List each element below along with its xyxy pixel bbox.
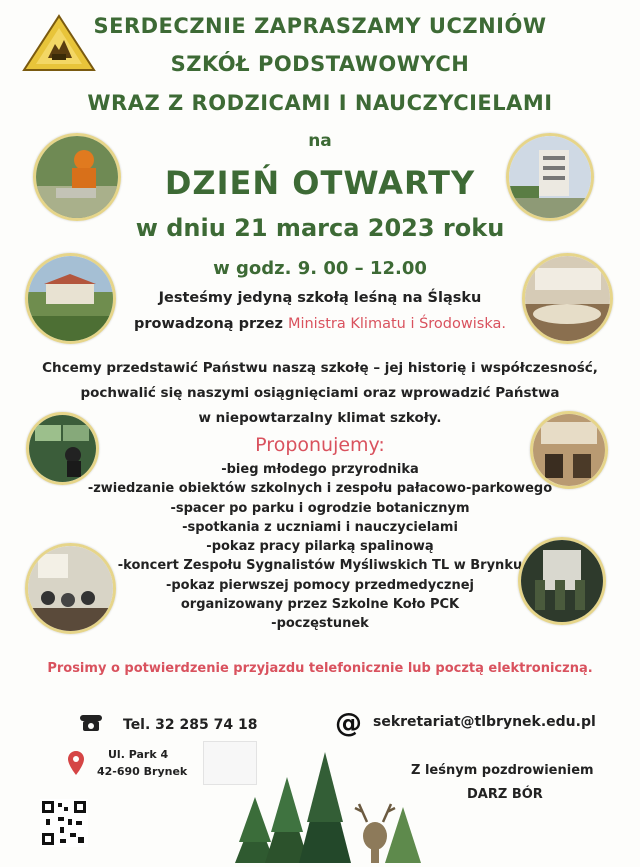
confirm-text: Prosimy o potwierdzenie przyjazdu telefonicznie lub pocztą elektroniczną.: [47, 661, 593, 676]
photo-palace-aerial: [25, 253, 116, 344]
signoff: DARZ BÓR: [467, 787, 543, 802]
offer-heading: Proponujemy:: [255, 434, 385, 456]
at-sign-icon: @: [335, 708, 362, 739]
list-item: -koncert Zespołu Sygnalistów Myśliwskich TL w Brynku: [117, 558, 523, 574]
forest-deer-icon: [225, 752, 425, 863]
event-title: DZIEŃ OTWARTY: [164, 164, 476, 202]
header-line-2: SZKÓŁ PODSTAWOWYCH: [170, 52, 470, 76]
list-item: -bieg młodego przyrodnika: [221, 462, 419, 477]
photo-audience: [25, 543, 116, 634]
list-item: -pokaz pracy pilarką spalinową: [206, 539, 434, 555]
list-item: -spacer po parku i ogrodzie botanicznym: [170, 500, 470, 516]
address-line-2: 42-690 Brynek: [97, 765, 188, 778]
event-hours: w godz. 9. 00 – 12.00: [213, 258, 427, 279]
header-na: na: [308, 131, 332, 151]
location-pin-icon: [67, 750, 85, 776]
description-line-1: Chcemy przedstawić Państwu naszą szkołę – jej historię i współczesność,: [42, 360, 598, 376]
intro-line-1: Jesteśmy jedyną szkołą leśną na Śląsku: [158, 290, 482, 306]
qr-code-icon[interactable]: [40, 799, 88, 847]
email-address[interactable]: sekretariat@tlbrynek.edu.pl: [373, 714, 596, 730]
header-line-1: SERDECZNIE ZAPRASZAMY UCZNIÓW: [93, 14, 547, 38]
photo-conference-room: [522, 253, 613, 344]
intro-line-2-prefix: prowadzoną przez: [134, 316, 288, 332]
address-line-1: Ul. Park 4: [108, 748, 169, 761]
phone-number[interactable]: Tel. 32 285 74 18: [123, 717, 258, 733]
header-line-3: WRAZ Z RODZICAMI I NAUCZYCIELAMI: [87, 91, 553, 115]
list-item: organizowany przez Szkolne Koło PCK: [180, 597, 460, 613]
description-line-2: pochwalić się naszymi osiągnięciami oraz wprowadzić Państwa: [80, 385, 560, 401]
photo-chainsaw: [33, 133, 121, 221]
list-item: -zwiedzanie obiektów szkolnych i zespołu pałacowo-parkowego: [87, 481, 553, 497]
list-item: -poczęstunek: [271, 616, 369, 632]
photo-classroom: [530, 411, 608, 489]
photo-simulator: [26, 412, 99, 485]
greeting: Z leśnym pozdrowieniem: [411, 763, 594, 778]
ministry-name: Ministra Klimatu i Środowiska.: [287, 316, 506, 332]
photo-hunting-band: [518, 537, 606, 625]
list-item: -spotkania z uczniami i nauczycielami: [182, 519, 458, 535]
list-item: -pokaz pierwszej pomocy przedmedycznej: [165, 577, 474, 593]
photo-school-building: [506, 133, 594, 221]
event-date: w dniu 21 marca 2023 roku: [135, 214, 505, 242]
phone-icon: [78, 713, 104, 733]
description-line-3: w niepowtarzalny klimat szkoły.: [198, 410, 442, 426]
